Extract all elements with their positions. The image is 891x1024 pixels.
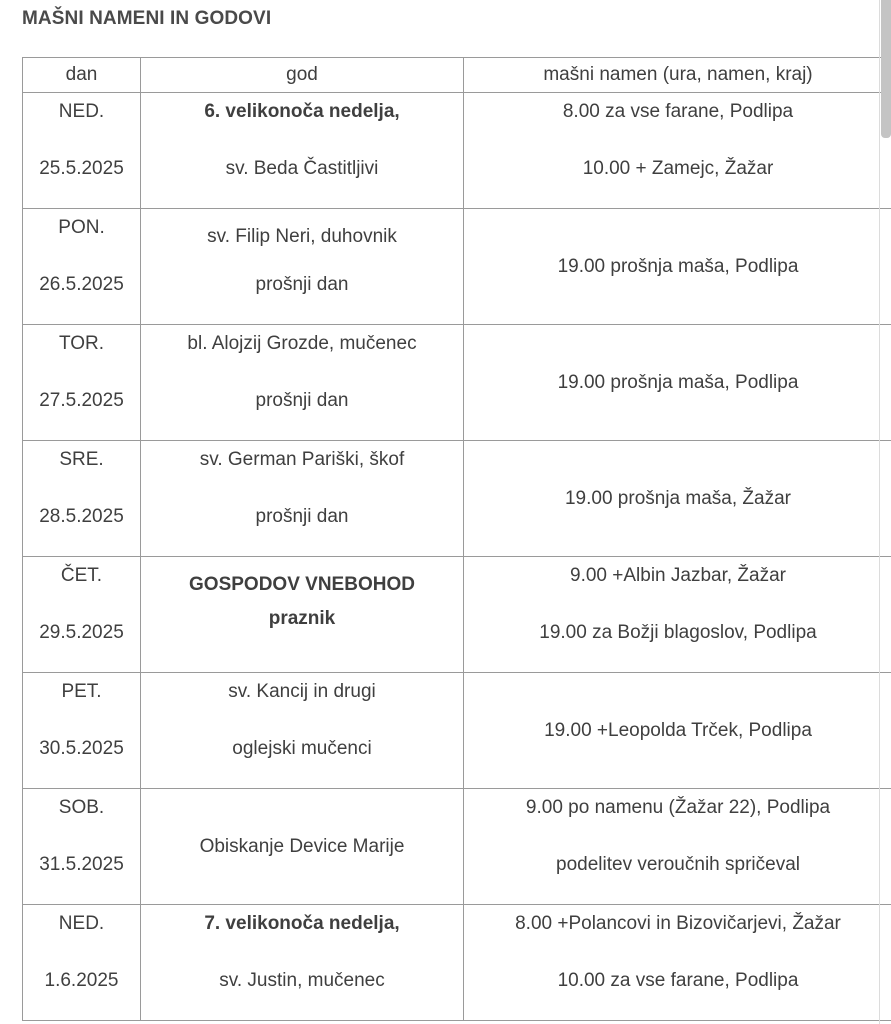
feast-line: sv. German Pariški, škof bbox=[199, 449, 405, 470]
header-dan: dan bbox=[23, 58, 141, 93]
feast-line: bl. Alojzij Grozde, mučenec bbox=[187, 333, 417, 354]
table-row bbox=[23, 789, 891, 905]
table-row bbox=[23, 441, 891, 557]
day-date: 30.5.2025 bbox=[39, 738, 124, 759]
schedule-table bbox=[22, 57, 891, 1021]
day-name: PET. bbox=[61, 681, 102, 702]
day-date: 1.6.2025 bbox=[44, 970, 119, 991]
mass-line: 19.00 prošnja maša, Podlipa bbox=[557, 371, 799, 393]
feast-line: sv. Kancij in drugi bbox=[228, 681, 376, 702]
mass-cell bbox=[464, 93, 891, 209]
day-name: SRE. bbox=[59, 449, 104, 470]
feast-line: Obiskanje Device Marije bbox=[199, 835, 405, 857]
mass-line: 19.00 prošnja maša, Žažar bbox=[564, 487, 791, 509]
feast-line: GOSPODOV VNEBOHOD bbox=[189, 574, 415, 595]
day-date: 26.5.2025 bbox=[39, 274, 124, 295]
day-date: 31.5.2025 bbox=[39, 854, 124, 875]
day-name: NED. bbox=[58, 913, 105, 934]
day-date: 29.5.2025 bbox=[39, 622, 124, 643]
table-row bbox=[23, 209, 891, 325]
feast-line: praznik bbox=[268, 608, 336, 629]
day-name: ČET. bbox=[60, 565, 103, 586]
feast-line: 6. velikonoča nedelja, bbox=[204, 101, 400, 122]
feast-line: sv. Filip Neri, duhovnik bbox=[207, 226, 397, 247]
table-row bbox=[23, 557, 891, 673]
table-row bbox=[23, 673, 891, 789]
feast-cell bbox=[141, 673, 464, 789]
header-masni-namen: mašni namen (ura, namen, kraj) bbox=[464, 58, 891, 93]
feast-cell bbox=[141, 557, 464, 673]
feast-line: oglejski mučenci bbox=[232, 738, 372, 759]
day-cell bbox=[23, 673, 141, 789]
mass-cell bbox=[464, 673, 891, 789]
day-cell bbox=[23, 209, 141, 325]
mass-cell bbox=[464, 325, 891, 441]
feast-cell bbox=[141, 441, 464, 557]
day-cell bbox=[23, 789, 141, 905]
header-row bbox=[23, 58, 891, 93]
mass-line: 8.00 za vse farane, Podlipa bbox=[562, 101, 794, 122]
mass-line: 19.00 za Božji blagoslov, Podlipa bbox=[539, 622, 817, 643]
feast-cell bbox=[141, 209, 464, 325]
day-date: 25.5.2025 bbox=[39, 158, 124, 179]
header-god: god bbox=[141, 58, 464, 93]
mass-cell bbox=[464, 441, 891, 557]
day-name: NED. bbox=[58, 101, 105, 122]
mass-line: podelitev veroučnih spričeval bbox=[556, 854, 800, 875]
scrollbar-thumb[interactable] bbox=[881, 0, 891, 138]
day-date: 27.5.2025 bbox=[39, 390, 124, 411]
feast-cell bbox=[141, 325, 464, 441]
mass-line: 19.00 prošnja maša, Podlipa bbox=[557, 255, 799, 277]
page-title: MAŠNI NAMENI IN GODOVI bbox=[22, 8, 272, 29]
day-cell bbox=[23, 905, 141, 1021]
table-row bbox=[23, 905, 891, 1021]
mass-line: 10.00 za vse farane, Podlipa bbox=[557, 970, 799, 991]
mass-cell bbox=[464, 557, 891, 673]
mass-line: 10.00 + Zamejc, Žažar bbox=[582, 158, 774, 179]
mass-line: 9.00 po namenu (Žažar 22), Podlipa bbox=[525, 797, 831, 818]
mass-cell bbox=[464, 209, 891, 325]
mass-line: 8.00 +Polancovi in Bizovičarjevi, Žažar bbox=[515, 913, 841, 934]
day-name: SOB. bbox=[58, 797, 105, 818]
day-cell bbox=[23, 441, 141, 557]
day-name: TOR. bbox=[58, 333, 105, 354]
mass-line: 19.00 +Leopolda Trček, Podlipa bbox=[544, 719, 812, 741]
day-cell bbox=[23, 325, 141, 441]
feast-line: 7. velikonoča nedelja, bbox=[204, 913, 400, 934]
day-name: PON. bbox=[58, 217, 105, 238]
feast-line: prošnji dan bbox=[255, 390, 349, 411]
page-edge-divider bbox=[879, 0, 880, 1024]
feast-line: sv. Beda Častitljivi bbox=[225, 158, 379, 179]
feast-line: prošnji dan bbox=[255, 274, 349, 295]
day-cell bbox=[23, 557, 141, 673]
mass-cell bbox=[464, 789, 891, 905]
day-date: 28.5.2025 bbox=[39, 506, 124, 527]
feast-cell bbox=[141, 905, 464, 1021]
mass-line: 9.00 +Albin Jazbar, Žažar bbox=[570, 565, 786, 586]
table-row bbox=[23, 325, 891, 441]
day-cell bbox=[23, 93, 141, 209]
mass-cell bbox=[464, 905, 891, 1021]
feast-cell bbox=[141, 93, 464, 209]
table-row bbox=[23, 93, 891, 209]
feast-line: prošnji dan bbox=[255, 506, 349, 527]
feast-line: sv. Justin, mučenec bbox=[219, 970, 385, 991]
feast-cell bbox=[141, 789, 464, 905]
